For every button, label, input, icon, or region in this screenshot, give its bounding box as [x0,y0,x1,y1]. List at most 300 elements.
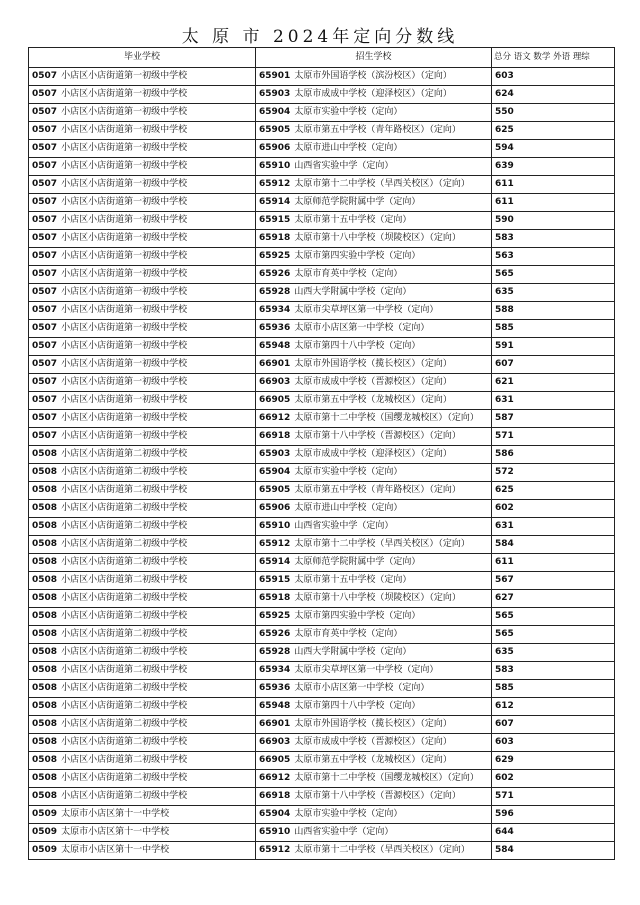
graduate-school-code: 0508 [32,593,58,603]
admission-school-name: 山西省实验中学（定向） [294,827,394,837]
graduate-school-name: 小店区小店街道第二初级中学校 [61,791,188,801]
admission-school-name: 太原市第四十八中学校（定向） [294,341,421,351]
admission-school-code: 65903 [259,89,291,99]
table-row [29,680,615,698]
admission-school-name: 太原市外国语学校（揽长校区）（定向） [294,719,452,729]
graduate-school-name: 小店区小店街道第一初级中学校 [61,179,188,189]
page-title: 太 原 市 2024年定向分数线 [181,27,459,47]
graduate-school-cell [29,266,256,284]
graduate-school-name: 小店区小店街道第二初级中学校 [61,575,188,585]
admission-school-cell [256,284,492,302]
table-row [29,500,615,518]
graduate-school-code: 0507 [32,377,58,387]
admission-school-cell [256,356,492,374]
graduate-school-code: 0509 [32,827,58,837]
admission-school-name: 太原市第十八中学校（坝陵校区）（定向） [294,593,461,603]
graduate-school-cell [29,176,256,194]
total-score: 612 [492,698,615,716]
admission-school-code: 66918 [259,431,291,441]
admission-school-cell [256,572,492,590]
admission-school-name: 太原市外国语学校（滨汾校区）（定向） [294,71,452,81]
table-row [29,806,615,824]
total-score: 572 [492,464,615,482]
table-row [29,194,615,212]
graduate-school-code: 0507 [32,359,58,369]
total-score: 611 [492,194,615,212]
graduate-school-name: 小店区小店街道第二初级中学校 [61,611,188,621]
total-score: 644 [492,824,615,842]
graduate-school-code: 0507 [32,341,58,351]
table-row [29,626,615,644]
admission-school-code: 65904 [259,467,291,477]
admission-school-cell [256,464,492,482]
admission-school-name: 太原市第十二中学校（旱西关校区）（定向） [294,845,470,855]
admission-school-name: 太原市成成中学校（迎泽校区）（定向） [294,89,452,99]
graduate-school-name: 小店区小店街道第一初级中学校 [61,107,188,117]
admission-school-name: 太原市第十二中学校（国缨龙城校区）（定向） [294,773,479,783]
graduate-school-name: 小店区小店街道第一初级中学校 [61,269,188,279]
graduate-school-cell [29,194,256,212]
admission-school-cell [256,842,492,860]
total-score: 631 [492,518,615,536]
total-score: 563 [492,248,615,266]
table-row [29,86,615,104]
total-score: 607 [492,716,615,734]
total-score: 590 [492,212,615,230]
admission-school-cell [256,320,492,338]
admission-school-name: 太原市育英中学校（定向） [294,629,403,639]
table-row [29,158,615,176]
graduate-school-code: 0507 [32,125,58,135]
graduate-school-cell [29,212,256,230]
admission-school-code: 65925 [259,251,291,261]
admission-school-code: 65910 [259,161,291,171]
admission-school-cell [256,590,492,608]
total-score: 591 [492,338,615,356]
admission-school-name: 太原市第十二中学校（旱西关校区）（定向） [294,539,470,549]
graduate-school-name: 小店区小店街道第二初级中学校 [61,503,188,513]
admission-school-name: 太原市第十二中学校（旱西关校区）（定向） [294,179,470,189]
total-score: 596 [492,806,615,824]
graduate-school-code: 0508 [32,503,58,513]
graduate-school-code: 0509 [32,845,58,855]
table-row [29,266,615,284]
table-row [29,554,615,572]
graduate-school-code: 0508 [32,773,58,783]
admission-school-cell [256,374,492,392]
graduate-school-name: 小店区小店街道第二初级中学校 [61,557,188,567]
total-score: 635 [492,284,615,302]
total-score: 627 [492,590,615,608]
graduate-school-name: 小店区小店街道第一初级中学校 [61,323,188,333]
table-row [29,536,615,554]
graduate-school-cell [29,590,256,608]
graduate-school-code: 0508 [32,485,58,495]
admission-school-code: 65915 [259,575,291,585]
graduate-school-cell [29,662,256,680]
graduate-school-cell [29,302,256,320]
graduate-school-name: 小店区小店街道第一初级中学校 [61,215,188,225]
total-score: 603 [492,734,615,752]
graduate-school-cell [29,284,256,302]
admission-school-cell [256,140,492,158]
graduate-school-code: 0507 [32,395,58,405]
graduate-school-code: 0508 [32,701,58,711]
graduate-school-code: 0508 [32,449,58,459]
graduate-school-name: 小店区小店街道第二初级中学校 [61,593,188,603]
admission-school-code: 65903 [259,449,291,459]
admission-school-cell [256,104,492,122]
graduate-school-code: 0507 [32,323,58,333]
graduate-school-code: 0508 [32,737,58,747]
table-row [29,464,615,482]
graduate-school-code: 0508 [32,791,58,801]
admission-school-name: 太原市实验中学校（定向） [294,107,403,117]
total-score: 629 [492,752,615,770]
total-score: 571 [492,428,615,446]
graduate-school-cell [29,410,256,428]
admission-school-name: 太原师范学院附属中学（定向） [294,197,421,207]
table-row [29,518,615,536]
admission-school-code: 66912 [259,773,291,783]
admission-school-name: 太原市外国语学校（揽长校区）（定向） [294,359,452,369]
table-row [29,248,615,266]
graduate-school-code: 0507 [32,251,58,261]
admission-school-cell [256,158,492,176]
table-row [29,662,615,680]
graduate-school-cell [29,392,256,410]
total-score: 625 [492,482,615,500]
graduate-school-cell [29,518,256,536]
graduate-school-code: 0509 [32,809,58,819]
admission-school-cell [256,662,492,680]
admission-school-cell [256,500,492,518]
admission-school-cell [256,212,492,230]
table-row [29,176,615,194]
admission-school-cell [256,410,492,428]
admission-school-name: 太原师范学院附属中学（定向） [294,557,421,567]
admission-school-name: 太原市第四实验中学校（定向） [294,611,421,621]
graduate-school-name: 小店区小店街道第二初级中学校 [61,467,188,477]
graduate-school-name: 小店区小店街道第一初级中学校 [61,305,188,315]
total-score: 624 [492,86,615,104]
admission-school-cell [256,428,492,446]
total-score: 565 [492,266,615,284]
graduate-school-name: 小店区小店街道第二初级中学校 [61,773,188,783]
admission-school-cell [256,518,492,536]
admission-school-code: 65928 [259,287,291,297]
table-row [29,590,615,608]
graduate-school-name: 小店区小店街道第一初级中学校 [61,395,188,405]
admission-school-code: 66903 [259,737,291,747]
admission-school-cell [256,176,492,194]
graduate-school-cell [29,698,256,716]
graduate-school-code: 0507 [32,71,58,81]
graduate-school-name: 小店区小店街道第一初级中学校 [61,413,188,423]
graduate-school-cell [29,752,256,770]
admission-school-code: 65905 [259,485,291,495]
graduate-school-code: 0508 [32,719,58,729]
admission-school-name: 太原市小店区第一中学校（定向） [294,323,430,333]
admission-school-cell [256,266,492,284]
admission-school-code: 65936 [259,323,291,333]
graduate-school-name: 小店区小店街道第二初级中学校 [61,647,188,657]
graduate-school-code: 0507 [32,269,58,279]
admission-school-cell [256,698,492,716]
admission-school-code: 65925 [259,611,291,621]
graduate-school-cell [29,446,256,464]
admission-school-code: 65948 [259,341,291,351]
table-row [29,716,615,734]
table-row [29,824,615,842]
total-score: 584 [492,536,615,554]
graduate-school-cell [29,122,256,140]
admission-school-code: 65906 [259,503,291,513]
admission-school-cell [256,248,492,266]
graduate-school-name: 小店区小店街道第一初级中学校 [61,197,188,207]
admission-school-cell [256,824,492,842]
table-row [29,320,615,338]
admission-school-code: 65914 [259,197,291,207]
graduate-school-cell [29,806,256,824]
table-row [29,788,615,806]
graduate-school-cell [29,158,256,176]
graduate-school-cell [29,338,256,356]
graduate-school-code: 0507 [32,287,58,297]
admission-school-code: 66905 [259,395,291,405]
admission-school-name: 太原市进山中学校（定向） [294,503,403,513]
graduate-school-cell [29,428,256,446]
table-row [29,698,615,716]
graduate-school-name: 小店区小店街道第二初级中学校 [61,539,188,549]
graduate-school-code: 0507 [32,305,58,315]
table-row [29,410,615,428]
graduate-school-cell [29,716,256,734]
admission-school-cell [256,86,492,104]
admission-school-name: 太原市尖草坪区第一中学校（定向） [294,665,439,675]
graduate-school-cell [29,86,256,104]
admission-school-name: 太原市第十二中学校（国缨龙城校区）（定向） [294,413,479,423]
total-score: 621 [492,374,615,392]
graduate-school-name: 小店区小店街道第一初级中学校 [61,341,188,351]
graduate-school-cell [29,374,256,392]
graduate-school-cell [29,104,256,122]
total-score: 594 [492,140,615,158]
total-score: 583 [492,662,615,680]
table-row [29,302,615,320]
graduate-school-name: 小店区小店街道第二初级中学校 [61,683,188,693]
graduate-school-cell [29,230,256,248]
graduate-school-cell [29,356,256,374]
admission-school-cell [256,554,492,572]
table-row [29,374,615,392]
admission-school-cell [256,788,492,806]
admission-school-cell [256,122,492,140]
admission-school-name: 太原市第十八中学校（晋源校区）（定向） [294,791,461,801]
graduate-school-name: 小店区小店街道第二初级中学校 [61,737,188,747]
admission-school-cell [256,392,492,410]
graduate-school-name: 太原市小店区第十一中学校 [61,827,170,837]
header-admission-school: 招生学校 [256,48,492,68]
graduate-school-cell [29,626,256,644]
admission-school-code: 66901 [259,359,291,369]
graduate-school-code: 0507 [32,179,58,189]
total-score: 611 [492,176,615,194]
graduate-school-cell [29,680,256,698]
table-row [29,734,615,752]
graduate-school-cell [29,842,256,860]
admission-school-code: 65918 [259,593,291,603]
table-row [29,428,615,446]
graduate-school-code: 0508 [32,575,58,585]
graduate-school-cell [29,824,256,842]
admission-school-code: 65934 [259,665,291,675]
admission-school-code: 65936 [259,683,291,693]
admission-school-name: 太原市育英中学校（定向） [294,269,403,279]
admission-school-name: 太原市第五中学校（青年路校区）（定向） [294,485,461,495]
graduate-school-cell [29,500,256,518]
graduate-school-cell [29,644,256,662]
admission-school-code: 66905 [259,755,291,765]
admission-school-code: 66918 [259,791,291,801]
table-row [29,392,615,410]
admission-school-name: 山西省实验中学（定向） [294,521,394,531]
admission-school-code: 65914 [259,557,291,567]
table-body [29,68,615,860]
graduate-school-code: 0507 [32,89,58,99]
admission-school-cell [256,194,492,212]
admission-school-cell [256,68,492,86]
admission-school-name: 太原市成成中学校（晋源校区）（定向） [294,377,452,387]
graduate-school-cell [29,734,256,752]
graduate-school-code: 0507 [32,233,58,243]
table-row [29,104,615,122]
graduate-school-name: 小店区小店街道第一初级中学校 [61,251,188,261]
graduate-school-code: 0508 [32,665,58,675]
table-header-row [29,48,615,68]
graduate-school-cell [29,554,256,572]
admission-school-cell [256,230,492,248]
admission-school-code: 65934 [259,305,291,315]
total-score: 550 [492,104,615,122]
admission-school-name: 太原市第四实验中学校（定向） [294,251,421,261]
total-score: 611 [492,554,615,572]
table-row [29,68,615,86]
admission-school-name: 山西大学附属中学校（定向） [294,647,412,657]
total-score: 571 [492,788,615,806]
graduate-school-cell [29,140,256,158]
total-score: 586 [492,446,615,464]
graduate-school-code: 0508 [32,755,58,765]
admission-school-cell [256,338,492,356]
graduate-school-name: 小店区小店街道第二初级中学校 [61,719,188,729]
table-row [29,212,615,230]
graduate-school-cell [29,68,256,86]
header-graduate-school: 毕业学校 [29,48,256,68]
graduate-school-name: 太原市小店区第十一中学校 [61,845,170,855]
admission-school-code: 66912 [259,413,291,423]
admission-school-name: 太原市第十五中学校（定向） [294,215,412,225]
total-score: 565 [492,608,615,626]
admission-school-code: 65912 [259,179,291,189]
total-score: 602 [492,770,615,788]
admission-school-cell [256,752,492,770]
admission-school-name: 太原市成成中学校（迎泽校区）（定向） [294,449,452,459]
admission-school-cell [256,734,492,752]
table-row [29,140,615,158]
table-row [29,770,615,788]
admission-school-name: 太原市第四十八中学校（定向） [294,701,421,711]
total-score: 625 [492,122,615,140]
admission-school-name: 太原市第十五中学校（定向） [294,575,412,585]
table-row [29,338,615,356]
admission-school-name: 太原市第十八中学校（晋源校区）（定向） [294,431,461,441]
graduate-school-name: 小店区小店街道第二初级中学校 [61,755,188,765]
graduate-school-name: 小店区小店街道第一初级中学校 [61,143,188,153]
admission-school-cell [256,626,492,644]
admission-school-name: 太原市小店区第一中学校（定向） [294,683,430,693]
admission-school-cell [256,644,492,662]
total-score: 565 [492,626,615,644]
graduate-school-name: 小店区小店街道第一初级中学校 [61,377,188,387]
admission-school-cell [256,770,492,788]
graduate-school-name: 小店区小店街道第一初级中学校 [61,89,188,99]
total-score: 635 [492,644,615,662]
table-row [29,122,615,140]
total-score: 607 [492,356,615,374]
graduate-school-name: 小店区小店街道第一初级中学校 [61,431,188,441]
admission-school-cell [256,302,492,320]
admission-school-code: 65901 [259,71,291,81]
graduate-school-cell [29,320,256,338]
admission-school-name: 太原市第五中学校（龙城校区）（定向） [294,395,452,405]
admission-school-name: 太原市进山中学校（定向） [294,143,403,153]
graduate-school-code: 0507 [32,143,58,153]
total-score: 603 [492,68,615,86]
total-score: 567 [492,572,615,590]
admission-school-cell [256,482,492,500]
graduate-school-cell [29,770,256,788]
score-table [28,47,615,860]
admission-school-code: 65912 [259,539,291,549]
admission-school-code: 65904 [259,107,291,117]
graduate-school-name: 太原市小店区第十一中学校 [61,809,170,819]
total-score: 631 [492,392,615,410]
table-row [29,842,615,860]
graduate-school-name: 小店区小店街道第二初级中学校 [61,629,188,639]
graduate-school-code: 0508 [32,521,58,531]
admission-school-code: 66903 [259,377,291,387]
table-row [29,608,615,626]
graduate-school-code: 0508 [32,467,58,477]
admission-school-cell [256,446,492,464]
admission-school-cell [256,806,492,824]
graduate-school-code: 0508 [32,557,58,567]
admission-school-code: 65910 [259,521,291,531]
admission-school-code: 65918 [259,233,291,243]
graduate-school-name: 小店区小店街道第一初级中学校 [61,359,188,369]
header-scores: 总分 语文 数学 外语 理综 [492,48,615,68]
graduate-school-code: 0508 [32,611,58,621]
graduate-school-code: 0507 [32,107,58,117]
graduate-school-name: 小店区小店街道第一初级中学校 [61,125,188,135]
admission-school-name: 太原市第五中学校（青年路校区）（定向） [294,125,461,135]
admission-school-cell [256,608,492,626]
graduate-school-code: 0507 [32,215,58,225]
graduate-school-code: 0507 [32,431,58,441]
graduate-school-code: 0508 [32,629,58,639]
graduate-school-code: 0508 [32,539,58,549]
